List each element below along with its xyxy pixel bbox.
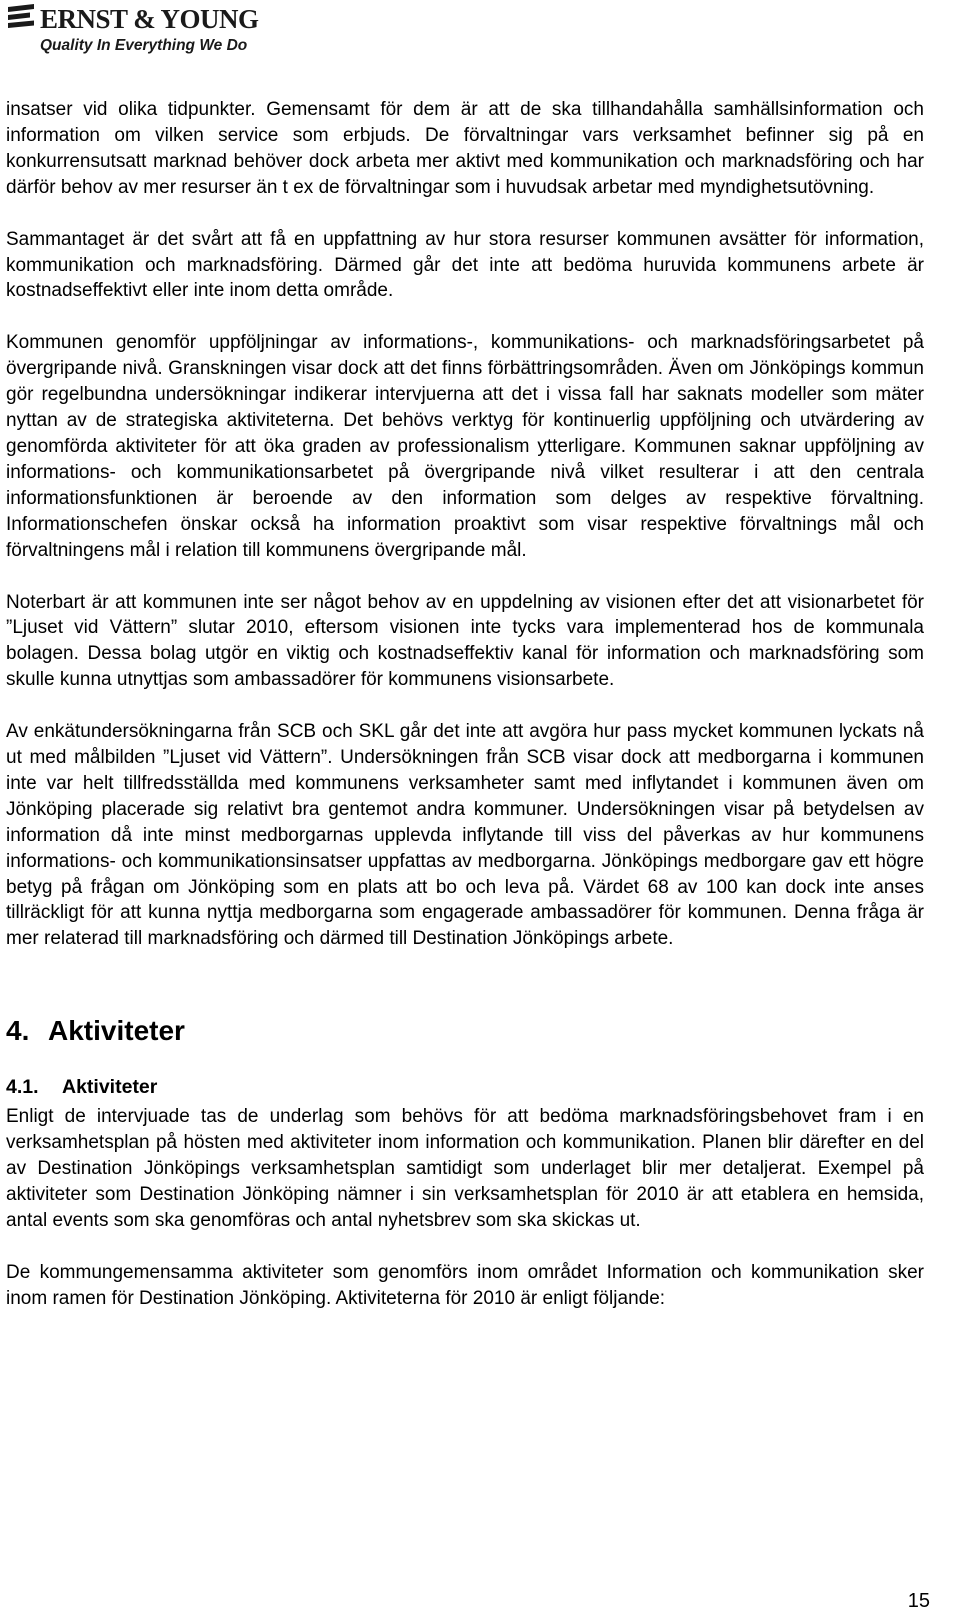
logo-tagline: Quality In Everything We Do xyxy=(40,37,248,54)
document-body xyxy=(6,97,924,1312)
ernst-young-bars-logo-icon xyxy=(6,4,36,32)
company-logo xyxy=(6,4,306,56)
paragraph: Kommunen genomför uppföljningar av informations-, kommunikations- och marknadsföringsarbetet på övergripande nivå. Granskningen visar dock att det finns förbättringsområden. Även om Jönköpings kommun gör regelbundna undersökningar indikerar intervjuerna att det i vissa fall har saknats modeller som mäter nyttan av de strategiska aktiviteterna. Det behövs verktyg för kontinuerlig uppföljning och utvärdering av genomförda aktiviteter för att öka graden av professionalism ytterligare. Kommunen saknar uppföljning av informations- och kommunikationsarbetet på övergripande nivå vilket resulterar i att den centrala informationsfunktionen är beroende av den information som delges av respektive förvaltning. Informationschefen önskar också ha information proaktivt som visar respektive förvaltnings mål och förvaltningens mål i relation till kommunens övergripande mål. xyxy=(6,332,924,561)
paragraph: insatser vid olika tidpunkter. Gemensamt för dem är att de ska tillhandahålla samhällsinformation och information om vilken service som erbjuds. De förvaltningar vars verksamhet befinner sig på en konkurrensutsatt marknad behöver dock arbeta mer aktivt med kommunikation och marknadsföring och har därför behov av mer resurser än t ex de förvaltningar som i huvudsak arbetar med myndighetsutövning. xyxy=(6,99,924,198)
section-heading xyxy=(6,1014,924,1048)
section-title: Aktiviteter xyxy=(48,1015,185,1047)
logo-name: ERNST & YOUNG xyxy=(40,4,259,34)
subsection-title: Aktiviteter xyxy=(62,1076,158,1099)
paragraph: Enligt de intervjuade tas de underlag som behövs för att bedöma marknadsföringsbehovet fram i en verksamhetsplan på hösten med aktiviteter inom information och kommunikation. Planen blir därefter en del av Destination Jönköpings verksamhetsplan samtidigt som underlaget blir mer detaljerat. Exempel på aktiviteter som Destination Jönköping nämner i sin verksamhetsplan för 2010 är att etablera en hemsida, antal events som ska genomföras och antal nyhetsbrev som ska skickas ut. xyxy=(6,1106,924,1231)
paragraph: De kommungemensamma aktiviteter som genomförs inom området Information och kommunikation sker inom ramen för Destination Jönköping. Aktiviteterna för 2010 är enligt följande: xyxy=(6,1261,924,1309)
paragraph: Av enkätundersökningarna från SCB och SKL går det inte att avgöra hur pass mycket kommunen lyckats nå ut med målbilden ”Ljuset vid Vättern”. Undersökningen från SCB visar dock att medborgarna i kommunen inte var helt tillfredsställda med kommunens verksamheter samt med inflytandet i kommunen även om Jönköping placerade sig relativt bra gentemot andra kommuner. Undersökningen visar på betydelsen av information då inte minst medborgarnas upplevda inflytande till viss del påverkas av hur kommunens informations- och kommunikationsinsatser uppfattas av medborgarna. Jönköpings medborgare gav ett högre betyg på frågan om Jönköping som en plats att bo och leva på. Värdet 68 av 100 kan dock inte anses tillräckligt för att kunna nyttja medborgarna som engagerade ambassadörer för kommunen. Denna fråga är mer relaterad till marknadsföring och därmed till Destination Jönköpings arbete. xyxy=(6,721,924,950)
subsection-heading xyxy=(6,1074,924,1100)
paragraph: Noterbart är att kommunen inte ser något behov av en uppdelning av visionen efter det att visionarbetet för ”Ljuset vid Vättern” slutar 2010, eftersom visionen inte tycks vara implementerad hos de kommunala bolagen. Dessa bolag utgör en viktig och kostnadseffektiv kanal för information och marknadsföring som skulle kunna utnyttjas som ambassadörer för kommunens visionsarbete. xyxy=(6,591,924,691)
section-number: 4. xyxy=(6,1015,30,1047)
page-number: 15 xyxy=(907,1590,930,1612)
subsection-number: 4.1. xyxy=(6,1076,39,1099)
paragraph: Sammantaget är det svårt att få en uppfattning av hur stora resurser kommunen avsätter för information, kommunikation och marknadsföring. Därmed går det inte att bedöma huruvida kommunens arbete är kostnadseffektivt eller inte inom detta område. xyxy=(6,228,924,302)
